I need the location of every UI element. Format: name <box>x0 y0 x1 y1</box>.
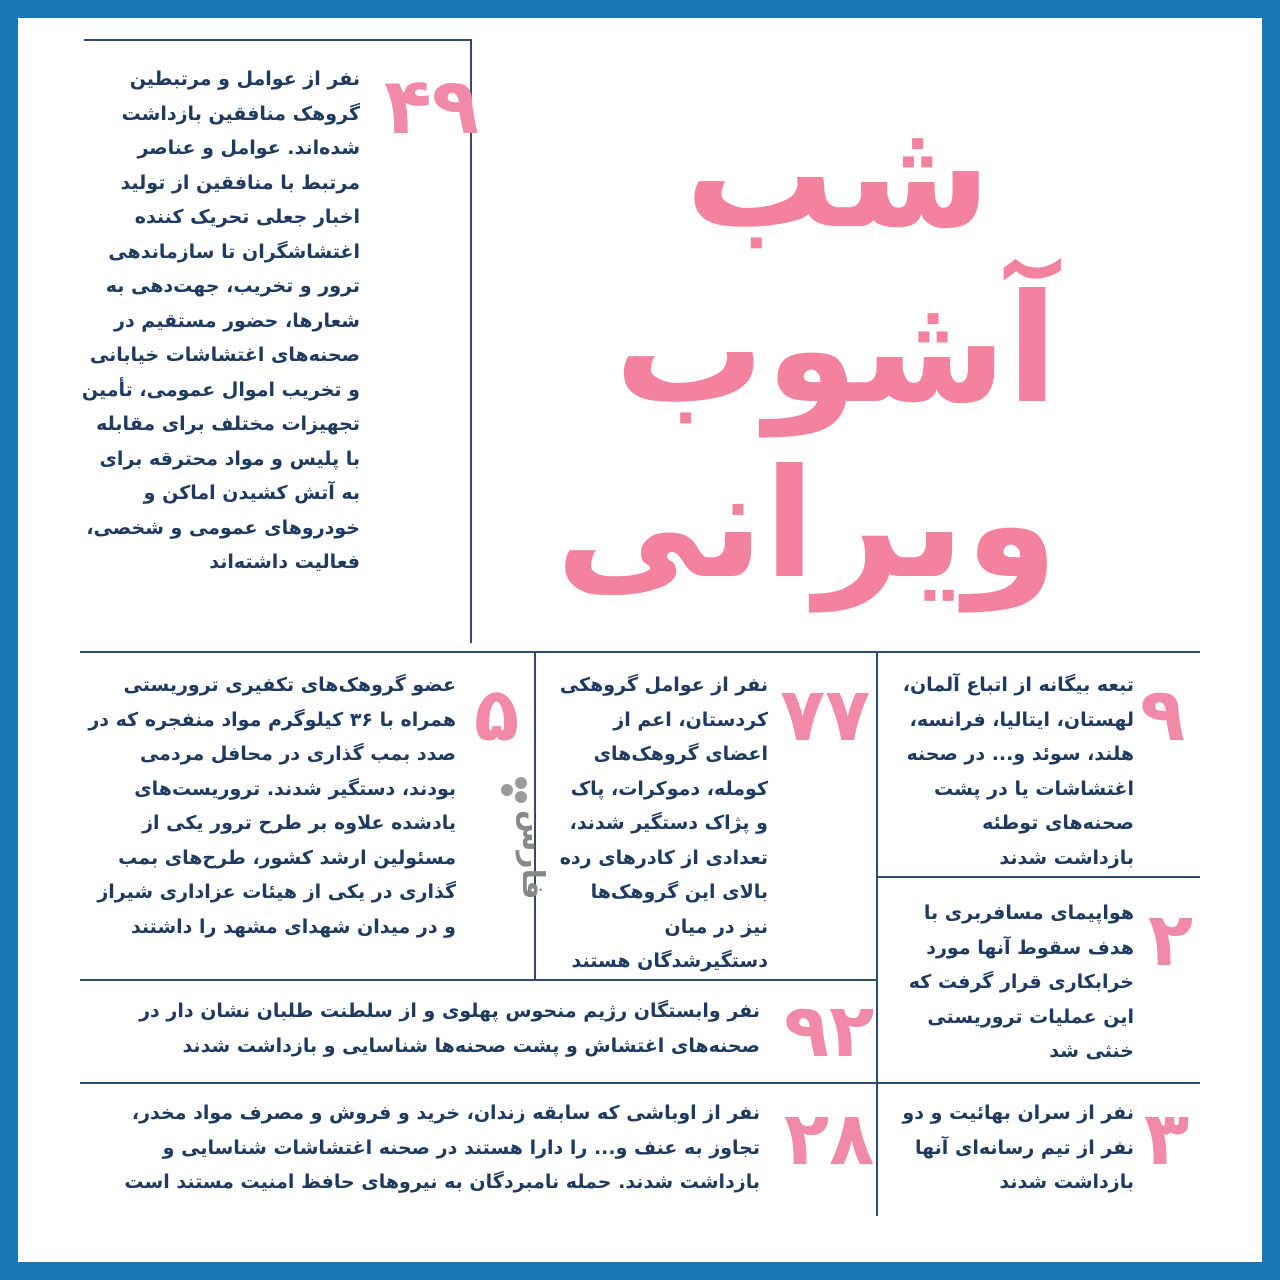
stat-number-92: ۹۲ <box>784 988 875 1074</box>
stat-number-49: ۴۹ <box>384 62 480 152</box>
fars-logo-icon <box>495 770 535 810</box>
stat-text-3: نفر از سران بهائیت و دو نفر از تیم رسانه‌ای آنها بازداشت شدند <box>902 1102 1134 1193</box>
stat-number-2: ۲ <box>1148 897 1194 983</box>
divider-row-2 <box>80 979 878 981</box>
stat-number-77: ۷۷ <box>780 672 871 758</box>
divider-9-2 <box>876 876 1200 878</box>
stat-number-9: ۹ <box>1140 672 1186 758</box>
fars-logo <box>480 770 550 900</box>
stat-number-28: ۲۸ <box>784 1096 875 1182</box>
divider-top-49 <box>84 39 472 41</box>
stat-number-3: ۳ <box>1144 1096 1190 1182</box>
stat-text-28: نفر از اوباشی که سابقه زندان، خرید و فروش و مصرف مواد مخدر، تجاوز به عنف و... را دارا هستند در صحنه اغتشاشات شناسایی و بازداشت شدند. حمله نامبردگان به نیروهای حافظ امنیت مستند است <box>124 1102 760 1193</box>
divider-col-right <box>876 651 878 1216</box>
infographic-card <box>18 18 1262 1262</box>
stat-text-5: عضو گروهک‌های تکفیری تروریستی همراه با ۳۶ کیلوگرم مواد منفجره که در صدد بمب گذاری در محافل مردمی بودند، دستگیر شدند. تروریست‌های یادشده علاوه بر طرح ترور یکی از مسئولین ارشد کشور، طرح‌های بمب گذاری در یکی از هیئات عزاداری شیراز و در میدان شهدای مشهد را داشتند <box>88 674 456 938</box>
title-line-2: آشوب <box>614 263 1058 437</box>
stat-text-2: هواپیمای مسافربری با هدف سقوط آنها مورد خرابکاری قرار گرفت که این عملیات تروریستی خنثی شد <box>908 902 1134 1062</box>
main-title <box>555 88 1058 613</box>
fars-logo-text: فارس <box>515 810 550 900</box>
stat-text-77: نفر از عوامل گروهکی کردستان، اعم از اعضای گروهک‌های کومله، دموکرات، پاک و پژاک دستگیر شدند، تعدادی از کادرهای رده بالای این گروهک‌ها نیز در میان دستگیرشدگان هستند <box>559 674 768 972</box>
stat-text-49: نفر از عوامل و مرتبطین گروهک منافقین بازداشت شده‌اند. عوامل و عناصر مرتبط با منافقین از تولید اخبار جعلی تحریک کننده اغتشاشگران تا سازماندهی ترور و تخریب، جهت‌دهی به شعارها، حضور مستقیم در صحنه‌های اغتشاشات خیابانی و تخریب اموال عمومی، تأمین تجهیزات مختلف برای مقابله با پلیس و مواد محترقه برای به آتش کشیدن اماکن و خودروهای عمومی و شخصی، فعالیت داشته‌اند <box>81 68 360 573</box>
stat-text-9: تبعه بیگانه از اتباع آلمان، لهستان، ایتالیا، فرانسه، هلند، سوئد و... در صحنه اغتشاشات یا در پشت صحنه‌های توطئه بازداشت شدند <box>902 674 1134 869</box>
stat-text-92: نفر وابستگان رژیم منحوس پهلوی و از سلطنت طلبان نشان دار در صحنه‌های اغتشاش و پشت صحنه‌ها شناسایی و بازداشت شدند <box>139 1000 760 1057</box>
divider-row-3 <box>80 1082 1200 1084</box>
title-line-1: شب <box>684 88 992 262</box>
title-line-3: ویرانی <box>555 438 1058 612</box>
stat-number-5: ۵ <box>474 672 520 758</box>
divider-row-1 <box>80 651 1200 653</box>
